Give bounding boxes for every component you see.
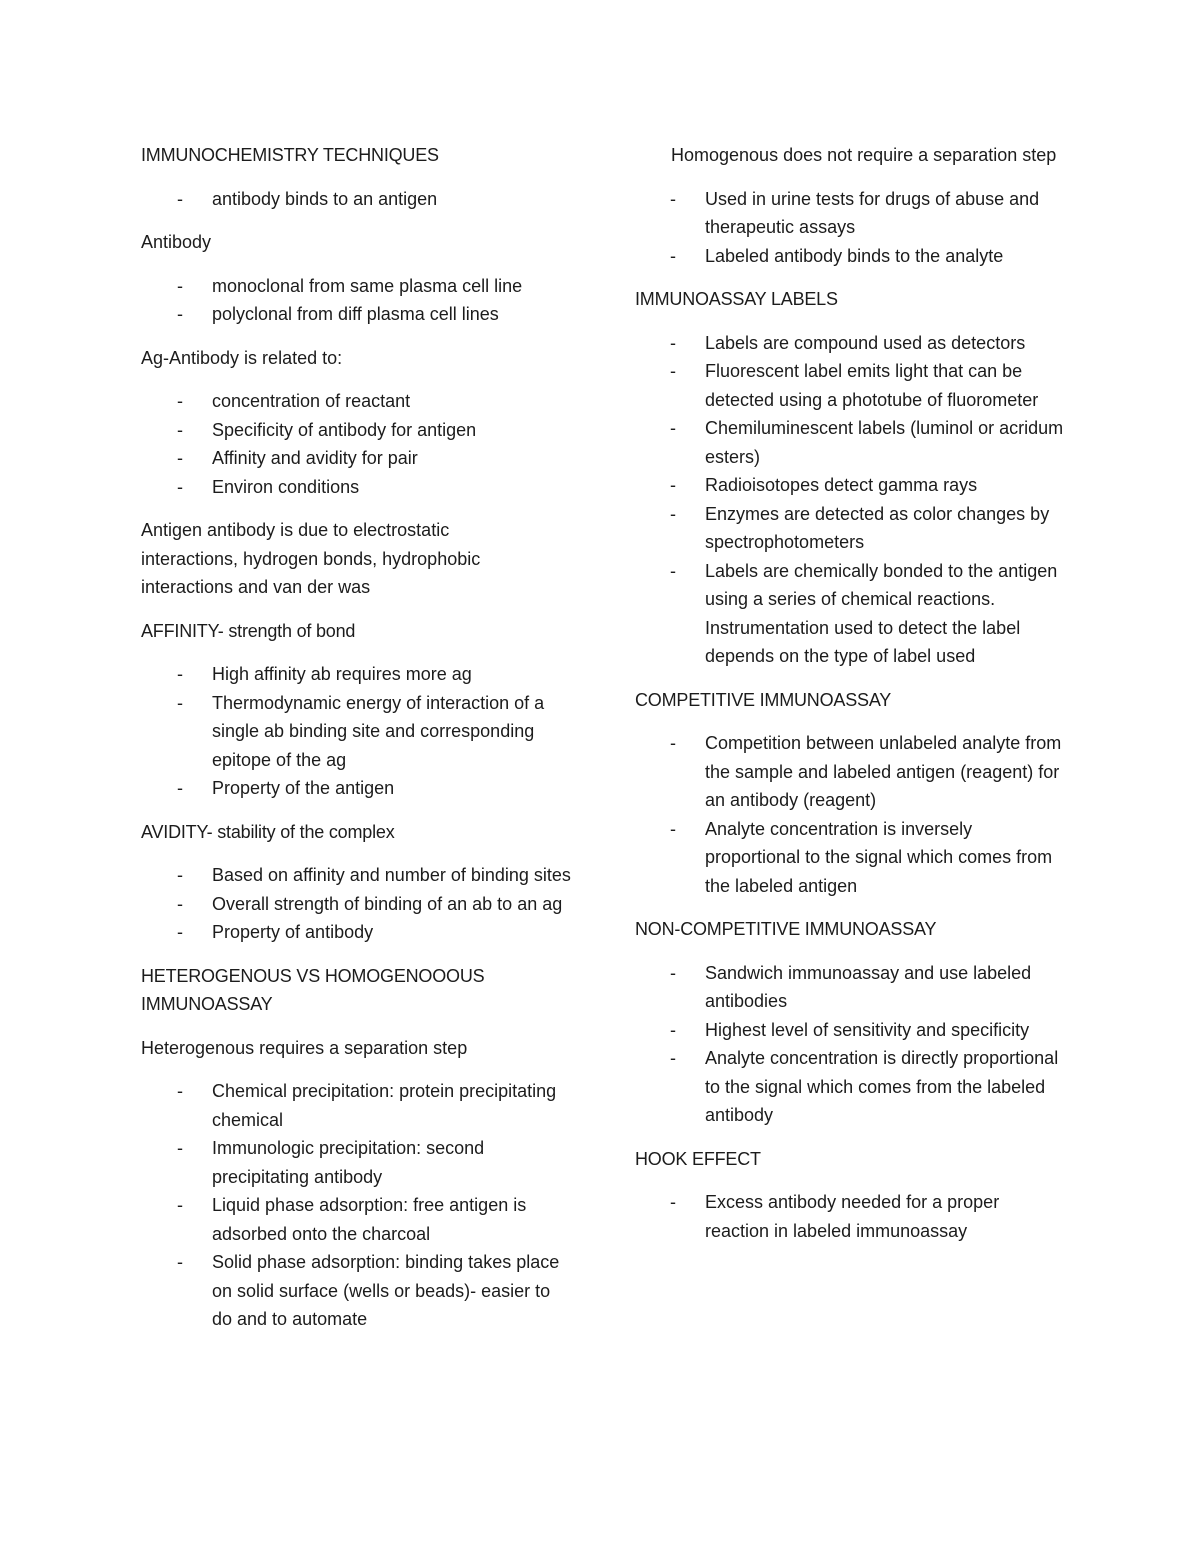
list-item: - Highest level of sensitivity and specificity	[705, 1016, 1070, 1045]
hetero-vs-homo-heading: HETEROGENOUS VS HOMOGENOOOUS IMMUNOASSAY	[141, 965, 485, 1014]
list-item: - Affinity and avidity for pair	[212, 444, 581, 473]
list-item: - Based on affinity and number of binding sites	[212, 861, 572, 890]
antibody-list	[141, 272, 581, 329]
list-item: - Chemical precipitation: protein precipitating chemical	[212, 1077, 572, 1134]
list-item: - Immunologic precipitation: second precipitating antibody	[212, 1134, 572, 1191]
list-item: - Overall strength of binding of an ab to an ag	[212, 890, 572, 919]
list-item: - Enzymes are detected as color changes by spectrophotometers	[705, 500, 1070, 557]
list-item: - Used in urine tests for drugs of abuse and therapeutic assays	[705, 185, 1070, 242]
avidity-list	[141, 861, 572, 947]
list-item: - Fluorescent label emits light that can be detected using a phototube of fluorometer	[705, 357, 1070, 414]
affinity-heading: AFFINITY- strength of bond	[141, 620, 356, 641]
hook-effect-heading: HOOK EFFECT	[635, 1148, 761, 1169]
list-item: - Chemiluminescent labels (luminol or acridum esters)	[705, 414, 1070, 471]
interaction-paragraph: Antigen antibody is due to electrostatic interactions, hydrogen bonds, hydrophobic interactions and van der was	[141, 520, 481, 597]
hook-effect-list	[635, 1188, 1045, 1245]
list-item: - concentration of reactant	[212, 387, 581, 416]
list-item: - monoclonal from same plasma cell line	[212, 272, 581, 301]
list-item: - Solid phase adsorption: binding takes place on solid surface (wells or beads)- easier to do and to automate	[212, 1248, 572, 1334]
heterogenous-list	[141, 1077, 572, 1334]
labels-heading: IMMUNOASSAY LABELS	[635, 289, 838, 309]
noncompetitive-heading: NON-COMPETITIVE IMMUNOASSAY	[635, 919, 937, 939]
noncompetitive-list	[635, 959, 1070, 1130]
list-item: - Property of antibody	[212, 918, 572, 947]
list-item: - Thermodynamic energy of interaction of a single ab binding site and corresponding epitope of the ag	[212, 689, 572, 775]
list-item: - Specificity of antibody for antigen	[212, 416, 581, 445]
list-item: - Sandwich immunoassay and use labeled antibodies	[705, 959, 1070, 1016]
avidity-heading: AVIDITY- stability of the complex	[141, 821, 395, 842]
homogenous-heading: Homogenous does not require a separation step	[671, 145, 1057, 165]
list-item: - Competition between unlabeled analyte from the sample and labeled antigen (reagent) for an antibody (reagent)	[705, 729, 1070, 815]
document-title: IMMUNOCHEMISTRY TECHNIQUES	[141, 145, 439, 165]
list-item: - antibody binds to an antigen	[212, 185, 581, 214]
affinity-list	[141, 660, 572, 803]
homogenous-list	[635, 185, 1070, 271]
list-item: - Analyte concentration is directly proportional to the signal which comes from the labeled antibody	[705, 1044, 1070, 1130]
list-item: - Analyte concentration is inversely proportional to the signal which comes from the labeled antigen	[705, 815, 1070, 901]
list-item: - Radioisotopes detect gamma rays	[705, 471, 1070, 500]
antibody-heading: Antibody	[141, 232, 212, 252]
list-item: - Property of the antigen	[212, 774, 572, 803]
labels-list	[635, 329, 1070, 671]
heterogenous-heading: Heterogenous requires a separation step	[141, 1037, 468, 1058]
list-item: - Labels are compound used as detectors	[705, 329, 1070, 358]
list-item: - polyclonal from diff plasma cell lines	[212, 300, 581, 329]
list-item: - High affinity ab requires more ag	[212, 660, 572, 689]
competitive-list	[635, 729, 1070, 900]
list-item: - Labeled antibody binds to the analyte	[705, 242, 1070, 271]
competitive-heading: COMPETITIVE IMMUNOASSAY	[635, 689, 892, 710]
list-item: - Liquid phase adsorption: free antigen is adsorbed onto the charcoal	[212, 1191, 572, 1248]
list-item: - Environ conditions	[212, 473, 581, 502]
ag-antibody-heading: Ag-Antibody is related to:	[141, 347, 343, 368]
right-column	[635, 141, 1075, 1260]
left-column	[141, 141, 581, 1349]
list-item: - Labels are chemically bonded to the antigen using a series of chemical reactions. Instrumentation used to detect the label depends on the type of label used	[705, 557, 1070, 671]
title-list	[141, 185, 581, 214]
list-item: - Excess antibody needed for a proper reaction in labeled immunoassay	[705, 1188, 1045, 1245]
ag-antibody-list	[141, 387, 581, 501]
